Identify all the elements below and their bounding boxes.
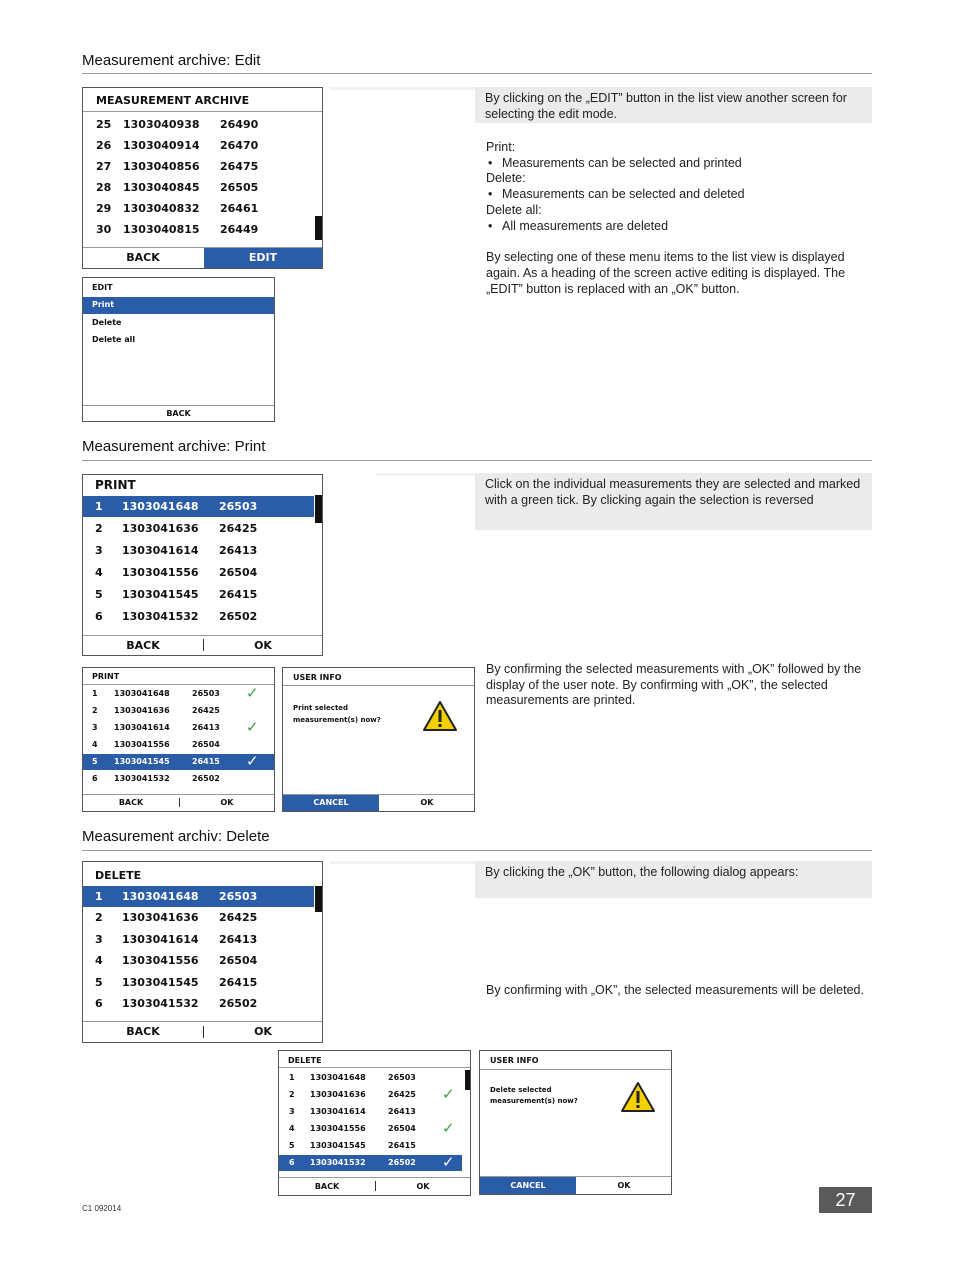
back-button[interactable]: BACK	[126, 251, 160, 264]
back-button[interactable]: BACK	[314, 1182, 340, 1191]
row-id: 1303040815	[123, 223, 200, 236]
section-rule	[82, 850, 872, 851]
row-number: 4	[289, 1124, 295, 1133]
ok-button[interactable]: OK	[617, 1181, 631, 1190]
row-number: 6	[95, 997, 103, 1010]
scrollbar[interactable]	[465, 1070, 470, 1090]
screen-title: USER INFO	[490, 1056, 539, 1065]
row-value: 26413	[219, 544, 258, 557]
table-row[interactable]	[83, 115, 314, 135]
section-title-edit: Measurement archive: Edit	[82, 52, 261, 69]
row-number: 2	[95, 522, 103, 535]
row-number: 4	[95, 954, 103, 967]
table-row[interactable]	[279, 1070, 462, 1086]
row-value: 26475	[220, 160, 259, 173]
row-value: 26503	[219, 500, 258, 513]
menu-item-delete-all[interactable]	[83, 332, 274, 349]
table-row[interactable]	[83, 686, 274, 702]
table-row[interactable]	[83, 737, 274, 753]
row-number: 28	[96, 181, 112, 194]
ok-button[interactable]: OK	[420, 798, 434, 807]
table-row[interactable]	[83, 754, 274, 770]
table-row[interactable]	[83, 136, 314, 156]
ok-button[interactable]: OK	[416, 1182, 430, 1191]
check-icon: ✓	[442, 1085, 455, 1103]
row-number: 3	[92, 723, 98, 732]
table-row[interactable]	[83, 993, 314, 1014]
print-selection-screen	[82, 667, 275, 812]
screen-title: DELETE	[288, 1056, 322, 1065]
row-number: 6	[95, 610, 103, 623]
row-id: 1303041614	[114, 723, 170, 732]
delete-label: Delete:	[486, 171, 526, 186]
row-number: 5	[92, 757, 98, 766]
row-value: 26502	[192, 774, 220, 783]
row-number: 27	[96, 160, 112, 173]
check-icon: ✓	[246, 752, 259, 770]
table-row[interactable]	[83, 972, 314, 993]
menu-item-label: Delete all	[92, 335, 136, 344]
dialog-message	[293, 702, 381, 726]
table-row[interactable]	[279, 1121, 462, 1137]
table-row[interactable]	[83, 886, 314, 907]
row-value: 26413	[192, 723, 220, 732]
row-value: 26502	[219, 997, 258, 1010]
screen-title: MEASUREMENT ARCHIVE	[96, 94, 250, 107]
row-number: 1	[95, 890, 103, 903]
row-number: 29	[96, 202, 112, 215]
dialog-message-line: Delete selected	[490, 1086, 552, 1094]
back-button[interactable]: BACK	[118, 798, 144, 807]
delete-list-screen	[82, 861, 323, 1043]
table-row[interactable]	[279, 1138, 462, 1154]
check-icon: ✓	[442, 1153, 455, 1171]
screen-footer	[83, 635, 322, 655]
section-rule	[82, 73, 872, 74]
cancel-button[interactable]: CANCEL	[480, 1177, 576, 1194]
cancel-button[interactable]: CANCEL	[283, 795, 379, 811]
row-value: 26449	[220, 223, 259, 236]
table-row[interactable]	[83, 771, 274, 787]
row-value: 26470	[220, 139, 259, 152]
row-value: 26415	[219, 976, 258, 989]
row-number: 6	[289, 1158, 295, 1167]
row-value: 26490	[220, 118, 259, 131]
dialog-message-line: measurement(s) now?	[293, 716, 381, 724]
table-row[interactable]	[83, 720, 274, 736]
decorative-line	[330, 861, 475, 864]
row-number: 4	[95, 566, 103, 579]
row-number: 2	[289, 1090, 295, 1099]
row-id: 1303041556	[114, 740, 170, 749]
screen-header	[83, 475, 322, 495]
warning-triangle-icon	[422, 700, 458, 732]
info-box-print: Click on the individual measurements they are selected and marked with a green tick. By clicking again the selection is reversed	[475, 473, 872, 530]
ok-button[interactable]: OK	[254, 639, 272, 652]
print-label: Print:	[486, 140, 516, 154]
row-value: 26504	[219, 566, 258, 579]
page-number: 27	[819, 1187, 872, 1213]
row-value: 26415	[219, 588, 258, 601]
back-button[interactable]: BACK	[126, 1025, 160, 1038]
screen-footer	[83, 247, 322, 268]
screen-footer	[480, 1176, 671, 1194]
scrollbar[interactable]	[315, 216, 322, 240]
table-row[interactable]	[83, 496, 314, 517]
row-value: 26425	[219, 522, 258, 535]
row-id: 1303041556	[310, 1124, 366, 1133]
row-value: 26504	[388, 1124, 416, 1133]
delete-user-info-screen	[479, 1050, 672, 1195]
row-value: 26502	[388, 1158, 416, 1167]
row-id: 1303041614	[122, 544, 199, 557]
dialog-message-line: Print selected	[293, 704, 349, 712]
row-number: 4	[92, 740, 98, 749]
delete-all-bullet: • All measurements are deleted	[486, 219, 866, 235]
check-icon: ✓	[442, 1119, 455, 1137]
row-id: 1303041636	[310, 1090, 366, 1099]
row-id: 1303041614	[310, 1107, 366, 1116]
row-value: 26504	[192, 740, 220, 749]
row-id: 1303041636	[122, 911, 199, 924]
screen-title: DELETE	[95, 869, 142, 882]
table-row[interactable]	[83, 606, 314, 627]
scrollbar[interactable]	[315, 886, 322, 912]
row-id: 1303041545	[122, 588, 199, 601]
row-id: 1303041614	[122, 933, 199, 946]
table-row[interactable]	[83, 584, 314, 605]
row-id: 1303041545	[114, 757, 170, 766]
table-row[interactable]	[83, 950, 314, 971]
row-value: 26413	[219, 933, 258, 946]
check-icon: ✓	[246, 718, 259, 736]
row-number: 3	[95, 933, 103, 946]
table-row[interactable]	[279, 1104, 462, 1120]
row-value: 26425	[192, 706, 220, 715]
document-code: C1 092014	[82, 1204, 122, 1213]
row-number: 30	[96, 223, 112, 236]
row-value: 26413	[388, 1107, 416, 1116]
screen-title: USER INFO	[293, 673, 342, 682]
row-id: 1303041648	[310, 1073, 366, 1082]
row-number: 5	[289, 1141, 295, 1150]
menu-item-delete[interactable]	[83, 315, 274, 332]
dialog-message	[490, 1085, 578, 1107]
decorative-line	[330, 87, 475, 90]
row-value: 26504	[219, 954, 258, 967]
print-user-info-screen	[282, 667, 475, 812]
row-number: 26	[96, 139, 112, 152]
row-number: 3	[289, 1107, 295, 1116]
row-id: 1303041545	[310, 1141, 366, 1150]
table-row[interactable]	[279, 1155, 462, 1171]
table-row[interactable]	[83, 199, 314, 219]
section-title-print: Measurement archive: Print	[82, 438, 266, 455]
print-bullet: • Measurements can be selected and printed	[486, 156, 866, 172]
row-id: 1303041532	[122, 997, 199, 1010]
screen-header	[283, 668, 474, 686]
row-id: 1303041556	[122, 566, 199, 579]
archive-screen	[82, 87, 323, 269]
row-number: 5	[95, 588, 103, 601]
row-number: 1	[92, 689, 98, 698]
edit-button[interactable]: EDIT	[204, 248, 322, 268]
scrollbar[interactable]	[315, 495, 322, 523]
screen-header	[83, 862, 322, 884]
menu-item-label: Print	[92, 300, 115, 309]
row-number: 25	[96, 118, 112, 131]
warning-triangle-icon	[620, 1081, 656, 1113]
row-id: 1303041532	[310, 1158, 366, 1167]
row-id: 1303041532	[122, 610, 199, 623]
row-number: 6	[92, 774, 98, 783]
row-value: 26502	[219, 610, 258, 623]
table-row[interactable]	[83, 929, 314, 950]
section-rule	[82, 460, 872, 461]
row-id: 1303041556	[122, 954, 199, 967]
row-id: 1303040845	[123, 181, 200, 194]
row-value: 26503	[388, 1073, 416, 1082]
row-number: 2	[92, 706, 98, 715]
delete-all-label: Delete all:	[486, 202, 542, 217]
row-id: 1303041648	[122, 500, 199, 513]
row-number: 2	[95, 911, 103, 924]
table-row[interactable]	[279, 1087, 462, 1103]
screen-header	[83, 88, 322, 112]
row-id: 1303040938	[123, 118, 200, 131]
edit-menu-screen	[82, 277, 275, 422]
row-value: 26415	[192, 757, 220, 766]
screen-header	[279, 1051, 470, 1068]
section-title-delete: Measurement archiv: Delete	[82, 828, 270, 845]
info-box-edit: By clicking on the „EDIT” button in the list view another screen for selecting the edit mode.	[475, 87, 872, 123]
row-value: 26503	[219, 890, 258, 903]
screen-title: EDIT	[92, 283, 113, 292]
screen-footer	[83, 794, 274, 811]
edit-description	[486, 140, 866, 297]
info-box-delete: By clicking the „OK” button, the following dialog appears:	[475, 861, 872, 898]
row-id: 1303041545	[122, 976, 199, 989]
table-row[interactable]	[83, 562, 314, 583]
table-row[interactable]	[83, 703, 274, 719]
ok-button[interactable]: OK	[254, 1025, 272, 1038]
screen-footer	[83, 405, 274, 421]
table-row[interactable]	[83, 907, 314, 928]
screen-header	[83, 278, 274, 297]
table-row[interactable]	[83, 178, 314, 198]
screen-footer	[283, 794, 474, 811]
row-id: 1303040914	[123, 139, 200, 152]
row-number: 3	[95, 544, 103, 557]
table-row[interactable]	[83, 518, 314, 539]
check-icon: ✓	[246, 684, 259, 702]
row-id: 1303041648	[114, 689, 170, 698]
delete-bullet: • Measurements can be selected and deleted	[486, 187, 866, 203]
row-value: 26425	[388, 1090, 416, 1099]
table-row[interactable]	[83, 220, 314, 240]
decorative-line	[376, 473, 475, 476]
screen-footer	[279, 1177, 470, 1195]
print-list-screen	[82, 474, 323, 656]
delete-selection-screen	[278, 1050, 471, 1196]
ok-button[interactable]: OK	[220, 798, 234, 807]
row-id: 1303041636	[122, 522, 199, 535]
row-value: 26503	[192, 689, 220, 698]
row-value: 26415	[388, 1141, 416, 1150]
screen-footer	[83, 1021, 322, 1042]
back-button[interactable]: BACK	[166, 409, 191, 418]
edit-paragraph: By selecting one of these menu items to the list view is displayed again. As a heading of the screen active editing is displayed. The „EDIT” button is replaced with an „OK” button.	[486, 250, 846, 296]
table-row[interactable]	[83, 540, 314, 561]
menu-item-label: Delete	[92, 318, 122, 327]
row-id: 1303040832	[123, 202, 200, 215]
menu-item-print[interactable]	[83, 297, 274, 314]
row-number: 1	[289, 1073, 295, 1082]
print-paragraph: By confirming the selected measurements with „OK” followed by the display of the user note. By confirming with „OK”, the selected measurements are printed.	[486, 662, 862, 708]
delete-paragraph: By confirming with „OK”, the selected measurements will be deleted.	[486, 983, 864, 997]
row-value: 26425	[219, 911, 258, 924]
table-row[interactable]	[83, 157, 314, 177]
row-number: 1	[95, 500, 103, 513]
row-id: 1303041532	[114, 774, 170, 783]
row-value: 26461	[220, 202, 259, 215]
row-id: 1303041636	[114, 706, 170, 715]
row-id: 1303041648	[122, 890, 199, 903]
row-id: 1303040856	[123, 160, 200, 173]
screen-title: PRINT	[92, 672, 120, 681]
back-button[interactable]: BACK	[126, 639, 160, 652]
screen-header	[83, 668, 274, 685]
dialog-message-line: measurement(s) now?	[490, 1097, 578, 1105]
screen-title: PRINT	[95, 478, 136, 492]
row-number: 5	[95, 976, 103, 989]
screen-header	[480, 1051, 671, 1070]
row-value: 26505	[220, 181, 259, 194]
